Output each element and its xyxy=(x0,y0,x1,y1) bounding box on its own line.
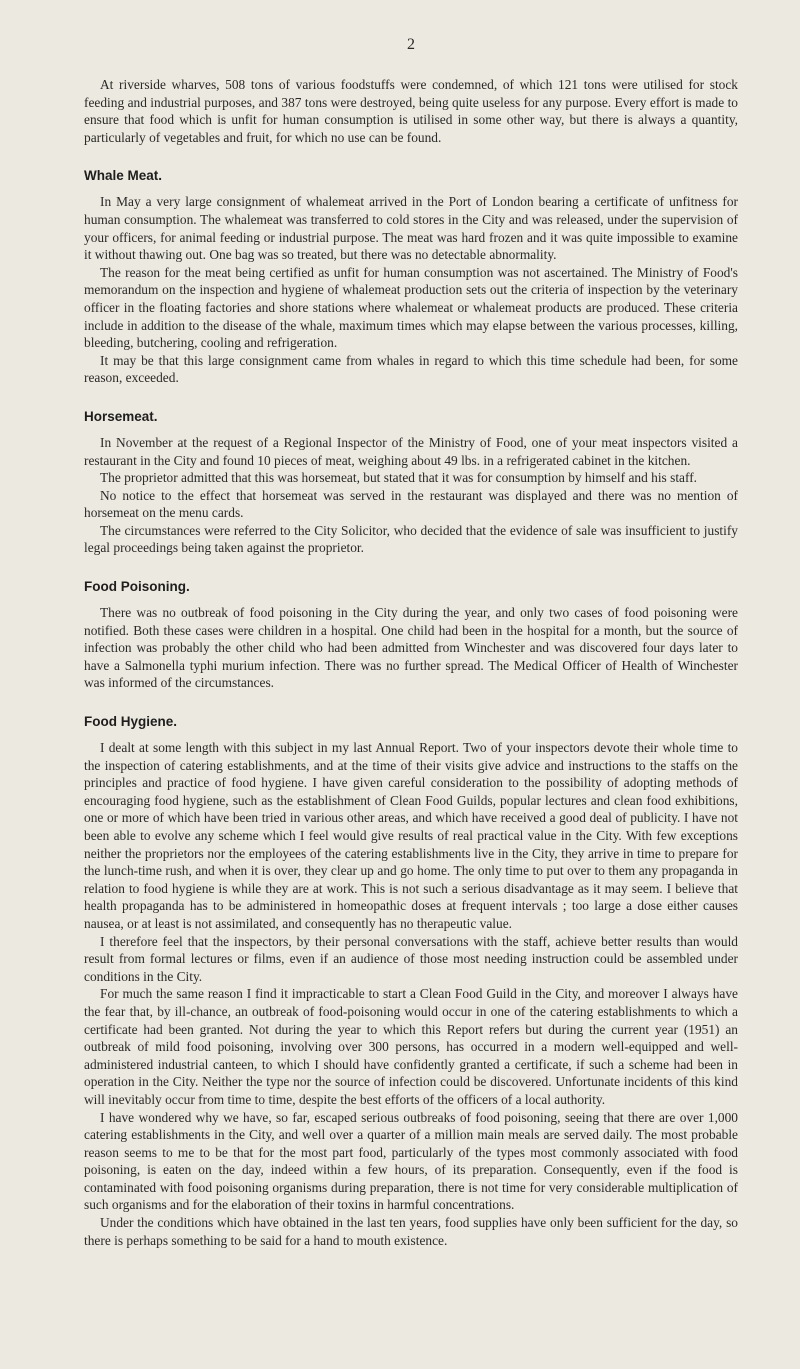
paragraph: Under the conditions which have obtained in the last ten years, food supplies have only been sufficient for the day, so there is perhaps something to be said for a hand to mouth existence. xyxy=(84,1215,738,1248)
paragraph: I dealt at some length with this subject in my last Annual Report. Two of your inspectors devote their whole time to the inspection of catering establishments, and at the time of their visits give advice and instructions to the staffs on the principles and practice of food hygiene. I have given careful consideration to the possibility of adopting methods of encouraging food hygiene, such as the establishment of Clean Food Guilds, popular lectures and clean food exhibitions, one or more of which have been tried in various other areas, and which have received a good deal of publicity. I have not been able to evolve any scheme which I feel would give results of real practical value in the City. With few exceptions neither the proprietors nor the employees of the catering establishments live in the City, they arrive in time to prepare for the lunch-time rush, and when it is over, they clear up and go home. The only time to put over to them any propaganda in relation to food hygiene is while they are at work. This is not such a serious disadvantage as it may seem. I believe that health propaganda has to be administered in homeopathic doses at frequent intervals ; too large a dose either causes nausea, or at least is not assimilated, and consequently has no therapeutic value. xyxy=(84,740,738,931)
paragraph: In November at the request of a Regional Inspector of the Ministry of Food, one of your meat inspectors visited a restaurant in the City and found 10 pieces of meat, weighing about 49 lbs. in a refrigerated cabinet in the kitchen. xyxy=(84,434,738,468)
paragraph: I have wondered why we have, so far, escaped serious outbreaks of food poisoning, seeing that there are over 1,000 catering establishments in the City, and well over a quarter of a million main meals are served daily. The most probable reason seems to me to be that for the most part food, particularly of the types most commonly associated with food poisoning, is eaten on the day, indeed within a few hours, of its preparation. Consequently, even if the food is contaminated with food poisoning organisms during preparation, there is not time for very considerable multiplication of such organisms and for the elaboration of their toxins in harmful concentrations. xyxy=(84,1109,738,1213)
paragraph: In May a very large consignment of whalemeat arrived in the Port of London bearing a certificate of unfitness for human consumption. The whalemeat was transferred to cold stores in the City and was released, under the supervision of your officers, for animal feeding or industrial purpose. The meat was hard frozen and it was quite impossible to examine it without thawing out. One bag was so treated, but there was no detectable abnormality. xyxy=(84,194,738,263)
page-number: 2 xyxy=(407,36,415,53)
section-heading: Whale Meat. xyxy=(84,168,163,184)
section-food-hygiene xyxy=(84,714,738,1249)
section-heading: Food Poisoning. xyxy=(84,579,190,595)
section-whale-meat xyxy=(84,168,738,387)
intro-paragraph: At riverside wharves, 508 tons of various foodstuffs were condemned, of which 121 tons were utilised for stock feeding and industrial purposes, and 387 tons were destroyed, being quite useless for any purpose. Every effort is made to ensure that food which is unfit for human consumption is utilised in some other way, but there is always a quantity, particularly of vegetables and fruit, for which no use can be found. xyxy=(84,77,738,145)
paragraph: It may be that this large consignment came from whales in regard to which this time schedule had been, for some reason, exceeded. xyxy=(84,352,738,386)
section-heading: Horsemeat. xyxy=(84,408,158,424)
paragraph: For much the same reason I find it impracticable to start a Clean Food Guild in the City, and moreover I always have the fear that, by ill-chance, an outbreak of food-poisoning would occur in one of the catering establishments to which a certificate had been granted. Not during the year to which this Report refers but during the current year (1951) an outbreak of mild food poisoning, involving over 300 persons, has occurred in a modern well-equipped and well-administered industrial canteen, to which I should have confidently granted a certificate, if such a scheme had been in operation in the City. Neither the type nor the source of infection could be discovered. Unfortunate incidents of this kind will inevitably occur from time to time, despite the best efforts of the officers of a local authority. xyxy=(84,986,738,1107)
paragraph: The proprietor admitted that this was horsemeat, but stated that it was for consumption by himself and his staff. xyxy=(100,470,698,486)
section-heading: Food Hygiene. xyxy=(84,714,178,730)
section-horsemeat xyxy=(84,409,738,557)
paragraph: No notice to the effect that horsemeat was served in the restaurant was displayed and there was no mention of horsemeat on the menu cards. xyxy=(84,487,738,521)
paragraph: The circumstances were referred to the City Solicitor, who decided that the evidence of sale was insufficient to justify legal proceedings being taken against the proprietor. xyxy=(84,522,738,556)
paragraph: There was no outbreak of food poisoning in the City during the year, and only two cases of food poisoning were notified. Both these cases were children in a hospital. One child had been in the hospital for a month, but the source of infection was probably the other child who had been admitted from Winchester and was discovered four days later to have a Salmonella typhi murium infection. There was no further spread. The Medical Officer of Health of Winchester was informed of the circumstances. xyxy=(84,605,738,691)
paragraph: The reason for the meat being certified as unfit for human consumption was not ascertained. The Ministry of Food's memorandum on the inspection and hygiene of whalemeat production sets out the criteria of inspection by the veterinary officer in the floating factories and shore stations where whalemeat or whalemeat products are produced. These criteria include in addition to the disease of the whale, maximum times which may elapse between the various processes, killing, bleeding, butchering, cooling and refrigeration. xyxy=(84,264,738,351)
paragraph: I therefore feel that the inspectors, by their personal conversations with the staff, achieve better results than would result from formal lectures or films, even if an audience of those most needing instruction could be assembled under conditions in the City. xyxy=(84,933,738,984)
section-food-poisoning xyxy=(84,579,738,692)
